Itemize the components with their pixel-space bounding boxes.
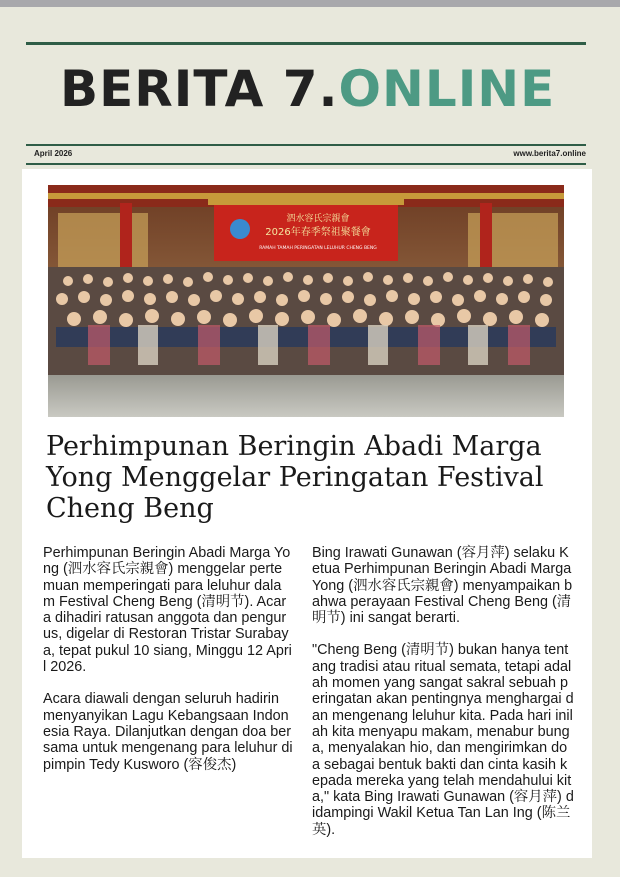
banner-text-1: 泗水容氏宗親會 [286, 214, 350, 224]
banner-text-2: 2026年春季祭祖聚餐會 [265, 227, 371, 238]
paragraph: "Cheng Beng (清明节) bukan hanya tentang tradisi atau ritual semata, tetapi adalah momen yang sangat sakral sebuah peringatan akan pentingnya menghargai dan mengenang leluhur kita. Pada hari inilah kita menyapu makam, menabur bunga, menyalakan hio, dan mengirimkan doa sebagai bentuk bakti dan cinta kasih kepada mereka yang telah mendahului kita," kata Bing Irawati Gunawan (容月萍) didampingi Wakil Ketua Tan Lan Ing (陈兰英). [312, 642, 574, 838]
article-headline: Perhimpunan Beringin Abadi Marga Yong Menggelar Peringatan Festival Cheng Beng [46, 431, 544, 524]
top-bar [0, 0, 620, 7]
dateline-top-rule [26, 144, 586, 146]
site-url[interactable]: www.berita7.online [513, 149, 586, 158]
masthead-top-rule [26, 42, 586, 45]
paragraph: Acara diawali dengan seluruh hadirin menyanyikan Lagu Kebangsaan Indonesia Raya. Dilanjutkan dengan doa bersama untuk mengenang para leluhur dipimpin Tedy Kusworo (容俊杰) [43, 691, 293, 773]
dateline-bottom-rule [26, 163, 586, 165]
issue-date: April 2026 [34, 149, 73, 158]
article-column-left [43, 545, 293, 789]
paragraph: Bing Irawati Gunawan (容月萍) selaku Ketua Perhimpunan Beringin Abadi Marga Yong (泗水容氏宗親會) menyampaikan bahwa perayaan Festival Cheng Beng (清明节) ini sangat berarti. [312, 545, 573, 627]
crowd [48, 267, 564, 375]
banner-text-3: RAMAH TAMAH PERINGATAN LELUHUR CHENG BENG [259, 246, 377, 251]
masthead-logo[interactable] [60, 58, 555, 120]
article-sheet [22, 169, 592, 858]
group-photo-illustration [48, 185, 564, 417]
article-column-right [312, 545, 574, 854]
masthead-part2: ONLINE [338, 60, 556, 118]
paragraph: Perhimpunan Beringin Abadi Marga Yong (泗水容氏宗親會) menggelar pertemuan memperingati para leluhur dalam Festival Cheng Beng (清明节). Acara dihadiri ratusan anggota dan pengurus, digelar di Restoran Tristar Surabaya, tepat pukul 10 siang, Minggu 12 April 2026. [43, 545, 292, 676]
group-photo [48, 185, 564, 417]
masthead-part1: BERITA 7. [60, 60, 339, 118]
